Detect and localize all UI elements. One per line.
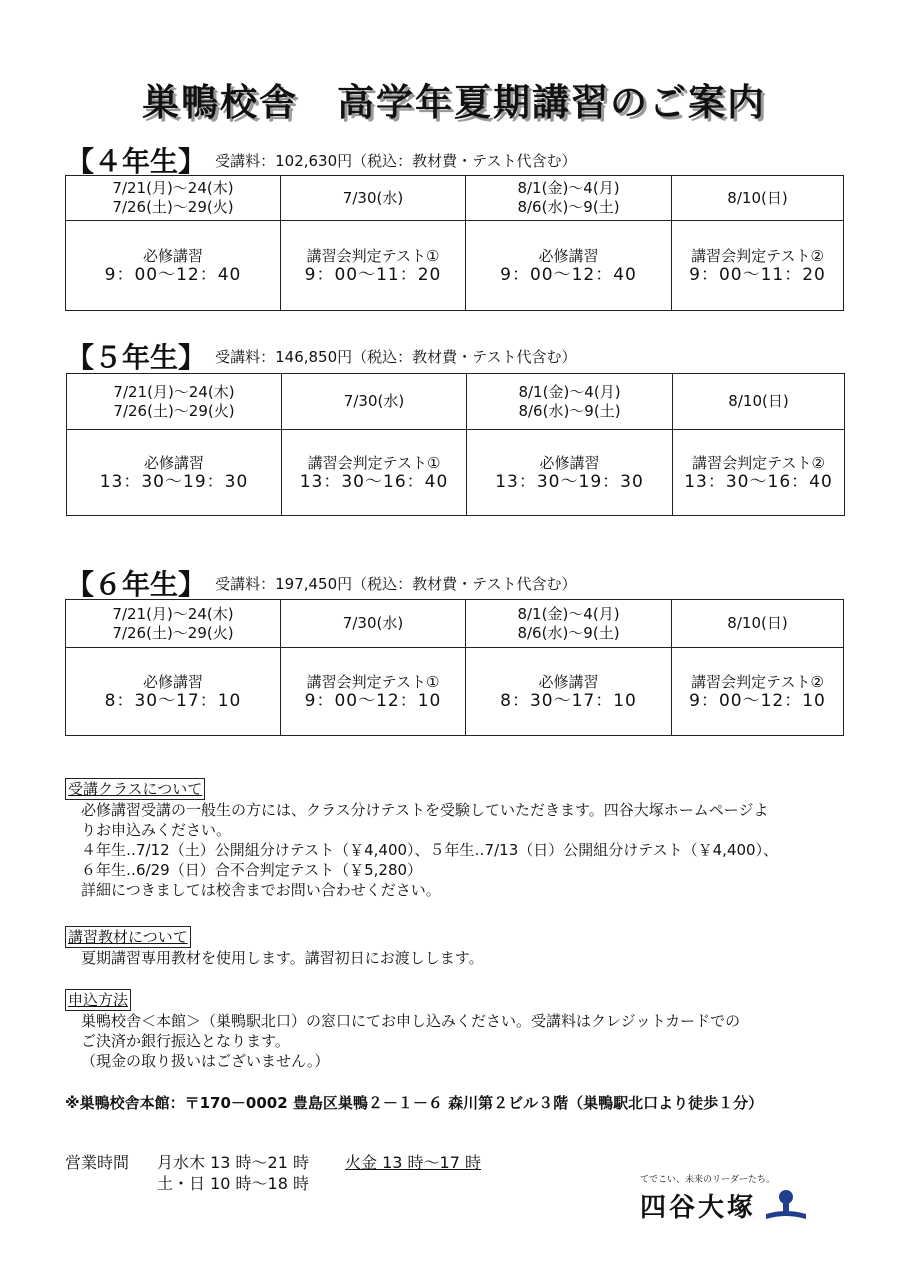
session-cell: 必修講習 8：30～17：10: [466, 648, 672, 736]
date-row: [67, 374, 845, 430]
date-cell: 7/30(水): [281, 176, 466, 221]
grade-name: 【５年生】: [66, 341, 207, 374]
date-row: [66, 176, 844, 221]
hours-label: 営業時間: [65, 1153, 130, 1172]
yotsuya-otsuka-logo: [640, 1172, 840, 1224]
address: ※巣鴨校舎本館：〒170－0002 豊島区巣鴨２－１－６ 森川第２ビル３階（巣鴨駅北口より徒歩１分）: [65, 1094, 764, 1112]
date-row: [66, 600, 844, 648]
section-body: 巣鴨校舎＜本館＞（巣鴨駅北口）の窓口にてお申し込みください。受講料はクレジットカードでの ご決済か銀行振込となります。 （現金の取り扱いはございません。）: [81, 1012, 741, 1070]
session-cell: 必修講習 9：00～12：40: [466, 221, 672, 311]
session-cell: 講習会判定テスト① 9：00～11：20: [281, 221, 466, 311]
section-heading: 申込方法: [65, 989, 131, 1011]
section-body: 必修講習受講の一般生の方には、クラス分けテストを受験していただきます。四谷大塚ホームページよ りお申込みください。 ４年生‥7/12（土）公開組分けテスト（￥4,400）、５年生‥7/13（日）公開組分けテスト（￥4,400）、 ６年生‥6/29（日）合不合判定テスト（￥5,280） 詳細につきましては校舎までお問い合わせください。: [81, 801, 779, 899]
grade-5-header: [66, 336, 577, 372]
session-cell: 必修講習 8：30～17：10: [66, 648, 281, 736]
date-cell: 7/30(水): [282, 374, 467, 430]
logo-tagline: てでこい、未来のリーダーたち。: [640, 1175, 776, 1185]
page-title: 巣鴨校舎 高学年夏期講習のご案内: [142, 81, 766, 124]
date-cell: 8/1(金)～4(月) 8/6(水)～9(土): [466, 600, 672, 648]
grade-5-schedule: [66, 373, 845, 516]
grade-4-header: [66, 140, 577, 176]
session-cell: 講習会判定テスト② 9：00～12：10: [672, 648, 844, 736]
application-section: [65, 989, 740, 1071]
section-heading: 講習教材について: [65, 926, 191, 948]
date-cell: 8/1(金)～4(月) 8/6(水)～9(土): [466, 176, 672, 221]
logo-mark-icon: [764, 1188, 808, 1222]
grade-4-schedule: [65, 175, 844, 311]
grade-fee: 受講料：102,630円（税込：教材費・テスト代含む）: [215, 151, 577, 170]
date-cell: 7/21(月)～24(木) 7/26(土)～29(火): [66, 600, 281, 648]
materials-section: [65, 926, 484, 968]
business-hours: [65, 1152, 481, 1194]
logo-name: 四谷大塚: [640, 1193, 757, 1223]
grade-fee: 受講料：146,850円（税込：教材費・テスト代含む）: [215, 347, 577, 366]
hours-line1: 月水木 13 時～21 時: [157, 1153, 309, 1172]
session-cell: 講習会判定テスト② 13：30～16：40: [673, 430, 845, 516]
session-cell: 講習会判定テスト① 9：00～12：10: [281, 648, 466, 736]
session-row: [66, 648, 844, 736]
session-cell: 必修講習 13：30～19：30: [67, 430, 282, 516]
date-cell: 8/10(日): [673, 374, 845, 430]
hours-line2: 土・日 10 時～18 時: [157, 1174, 309, 1193]
session-row: [66, 221, 844, 311]
class-info-section: [65, 778, 778, 900]
grade-fee: 受講料：197,450円（税込：教材費・テスト代含む）: [215, 574, 577, 593]
session-row: [67, 430, 845, 516]
session-cell: 講習会判定テスト② 9：00～11：20: [672, 221, 844, 311]
date-cell: 8/1(金)～4(月) 8/6(水)～9(土): [467, 374, 673, 430]
grade-6-schedule: [65, 599, 844, 736]
grade-name: 【６年生】: [66, 568, 207, 601]
session-cell: 必修講習 9：00～12：40: [66, 221, 281, 311]
hours-line1b: 火金 13 時～17 時: [344, 1153, 481, 1172]
grade-name: 【４年生】: [66, 145, 207, 178]
grade-6-header: [66, 563, 577, 599]
session-cell: 講習会判定テスト① 13：30～16：40: [282, 430, 467, 516]
date-cell: 8/10(日): [672, 176, 844, 221]
date-cell: 7/21(月)～24(木) 7/26(土)～29(火): [66, 176, 281, 221]
section-heading: 受講クラスについて: [65, 778, 205, 800]
session-cell: 必修講習 13：30～19：30: [467, 430, 673, 516]
date-cell: 8/10(日): [672, 600, 844, 648]
date-cell: 7/21(月)～24(木) 7/26(土)～29(火): [67, 374, 282, 430]
section-body: 夏期講習専用教材を使用します。講習初日にお渡しします。: [81, 949, 484, 967]
date-cell: 7/30(水): [281, 600, 466, 648]
